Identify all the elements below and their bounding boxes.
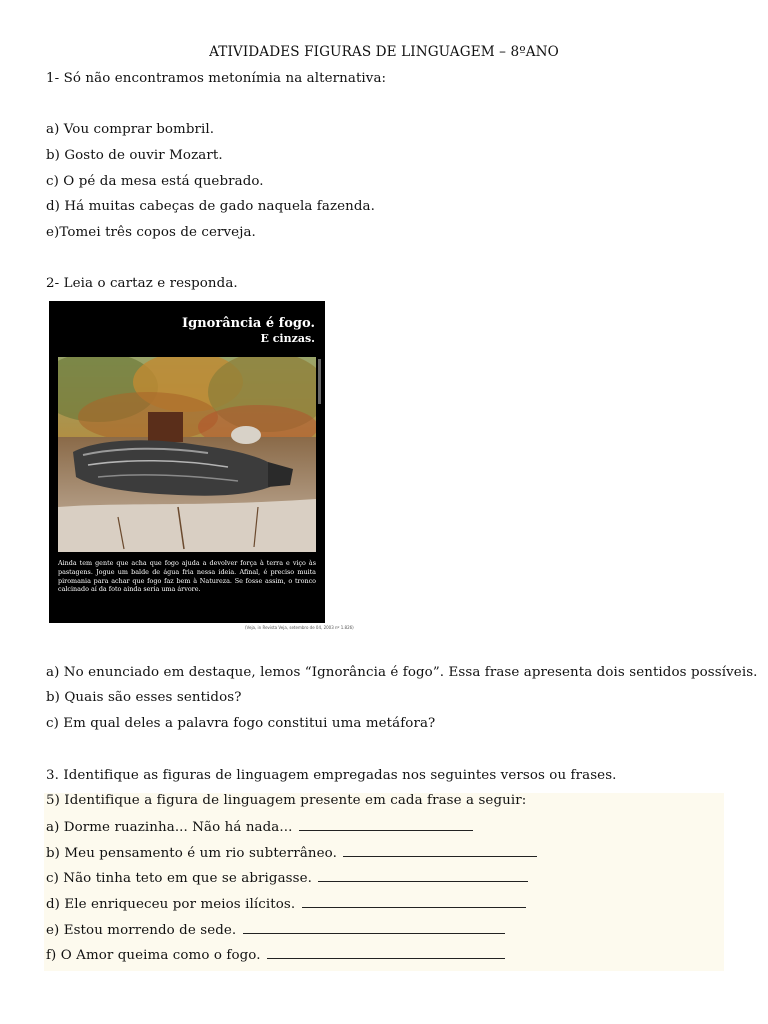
answer-blank[interactable]: [267, 947, 505, 959]
exercise-text: e) Estou morrendo de sede.: [46, 923, 237, 938]
question-1-option-d: d) Há muitas cabeças de gado naquela fazenda.: [46, 199, 375, 214]
poster-subheadline: E cinzas.: [260, 332, 315, 345]
exercise-text: d) Ele enriqueceu por meios ilícitos.: [46, 897, 296, 912]
exercise-item-a: [46, 819, 473, 835]
exercise-text: c) Não tinha teto em que se abrigasse.: [46, 871, 312, 886]
question-1-option-e: e)Tomei três copos de cerveja.: [46, 225, 256, 240]
poster-image: [49, 301, 325, 623]
burnt-log-photo: [58, 357, 316, 552]
page-title: ATIVIDADES FIGURAS DE LINGUAGEM – 8ºANO: [209, 44, 559, 60]
poster-credit: (Veja, in Revista Veja, setembro de 04, 2003 nº 1.826): [245, 625, 354, 630]
question-1-option-a: a) Vou comprar bombril.: [46, 122, 215, 137]
question-2-item-b: b) Quais são esses sentidos?: [46, 690, 242, 705]
poster-side-mark: [318, 359, 321, 404]
question-2-item-c: c) Em qual deles a palavra fogo constitui uma metáfora?: [46, 716, 436, 731]
question-1-option-c: c) O pé da mesa está quebrado.: [46, 174, 264, 189]
exercise-text: b) Meu pensamento é um rio subterrâneo.: [46, 846, 337, 861]
exercise-item-b: [46, 845, 537, 861]
question-2-item-a: a) No enunciado em destaque, lemos “Ignorância é fogo”. Essa frase apresenta dois sentidos possíveis.: [46, 665, 758, 680]
exercise-item-c: [46, 870, 528, 886]
answer-blank[interactable]: [318, 870, 528, 882]
question-5-prompt: 5) Identifique a figura de linguagem presente em cada frase a seguir:: [46, 793, 527, 808]
exercise-item-e: [46, 922, 505, 938]
exercise-text: a) Dorme ruazinha... Não há nada...: [46, 820, 293, 835]
question-2-prompt: 2- Leia o cartaz e responda.: [46, 276, 238, 291]
exercise-item-f: [46, 947, 505, 963]
poster-caption: Ainda tem gente que acha que fogo ajuda a devolver força à terra e viço às pastagens. Jogue um balde de água fria nessa ideia. Afinal, é preciso muita piromania para achar que fogo faz bem à Natureza. Se fosse assim, o tronco calcinado aí da foto ainda seria uma árvore.: [58, 559, 316, 594]
exercise-text: f) O Amor queima como o fogo.: [46, 948, 261, 963]
answer-blank[interactable]: [243, 922, 505, 934]
question-1-prompt: 1- Só não encontramos metonímia na alternativa:: [46, 71, 387, 86]
answer-blank[interactable]: [299, 819, 473, 831]
answer-blank[interactable]: [302, 896, 526, 908]
answer-blank[interactable]: [343, 845, 537, 857]
question-1-option-b: b) Gosto de ouvir Mozart.: [46, 148, 223, 163]
exercise-item-d: [46, 896, 526, 912]
poster-headline: Ignorância é fogo.: [182, 316, 315, 331]
question-3-prompt: 3. Identifique as figuras de linguagem empregadas nos seguintes versos ou frases.: [46, 768, 617, 783]
